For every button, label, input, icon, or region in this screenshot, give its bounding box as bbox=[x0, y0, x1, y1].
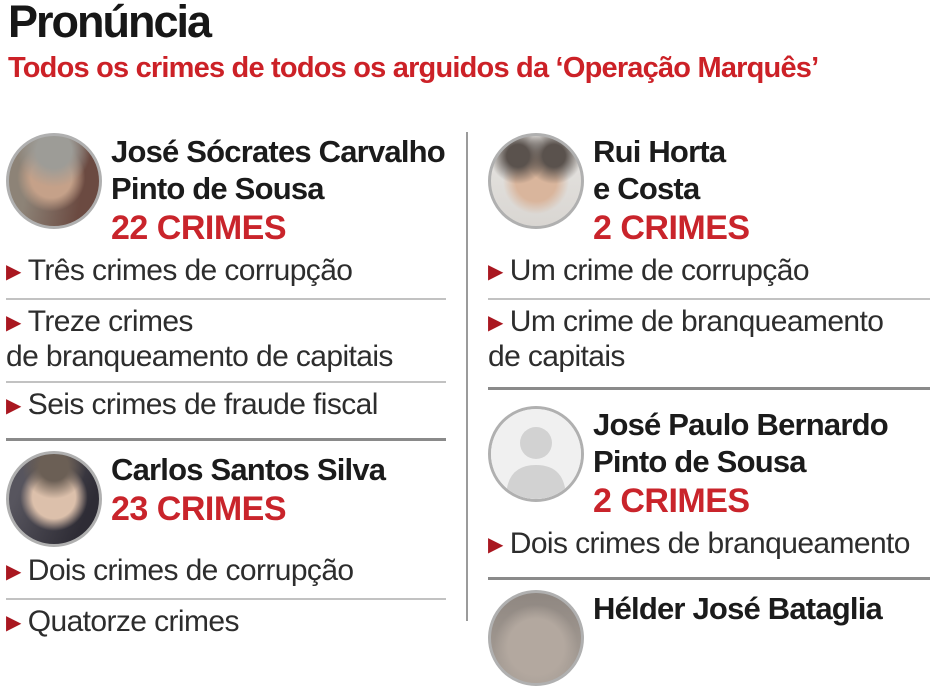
crime-item bbox=[6, 387, 446, 430]
crime-count: 22 CRIMES bbox=[111, 209, 286, 247]
crime-text: Seis crimes de fraude fiscal bbox=[27, 388, 378, 421]
crime-count: 2 CRIMES bbox=[593, 482, 750, 520]
left-column bbox=[6, 126, 446, 647]
crime-separator bbox=[6, 298, 446, 300]
person-name: Hélder José Bataglia bbox=[593, 591, 882, 626]
person-name: Carlos Santos Silva bbox=[111, 452, 386, 487]
entry-header bbox=[488, 590, 930, 686]
column-divider bbox=[466, 132, 468, 621]
entry-header bbox=[488, 133, 930, 247]
infographic-header bbox=[8, 0, 924, 84]
crime-separator bbox=[6, 381, 446, 383]
crime-text: Três crimes de corrupção bbox=[27, 254, 353, 287]
crime-separator bbox=[6, 598, 446, 600]
entry-separator bbox=[6, 438, 446, 441]
entry-header bbox=[6, 451, 446, 547]
crime-separator bbox=[488, 298, 930, 300]
crime-count: 2 CRIMES bbox=[593, 209, 750, 247]
person-name: Rui Horta bbox=[593, 134, 726, 169]
crime-list bbox=[488, 526, 930, 569]
bullet-triangle-icon: ▶ bbox=[6, 395, 21, 417]
crime-item bbox=[6, 253, 446, 296]
right-column bbox=[488, 126, 930, 686]
crime-text: Quatorze crimes bbox=[27, 605, 239, 638]
crime-list bbox=[488, 253, 930, 379]
bullet-triangle-icon: ▶ bbox=[488, 261, 503, 283]
crime-item bbox=[488, 526, 930, 569]
person-name: José Paulo Bernardo bbox=[593, 407, 888, 442]
bullet-triangle-icon: ▶ bbox=[488, 312, 503, 334]
crime-count: 23 CRIMES bbox=[111, 490, 286, 528]
person-name: e Costa bbox=[593, 171, 700, 206]
infographic-body bbox=[0, 126, 932, 638]
person-entry-rui-horta-e-costa bbox=[488, 133, 930, 390]
crime-text: Dois crimes de corrupção bbox=[27, 554, 354, 587]
crime-text: Dois crimes de branqueamento bbox=[509, 527, 910, 560]
bullet-triangle-icon: ▶ bbox=[488, 534, 503, 556]
jose-socrates-photo bbox=[6, 133, 102, 229]
crime-text: Um crime de branqueamento bbox=[509, 305, 884, 338]
person-name: Pinto de Sousa bbox=[593, 444, 806, 479]
person-entry-jose-paulo-bernardo bbox=[488, 406, 930, 580]
entry-header bbox=[488, 406, 930, 520]
person-entry-carlos-santos-silva bbox=[6, 451, 446, 647]
entry-separator bbox=[488, 387, 930, 390]
crime-text: de capitais bbox=[488, 340, 625, 373]
helder-jose-bataglia-photo bbox=[488, 590, 584, 686]
entry-header bbox=[6, 133, 446, 247]
bullet-triangle-icon: ▶ bbox=[6, 612, 21, 634]
crime-text: Um crime de corrupção bbox=[509, 254, 809, 287]
crime-item bbox=[6, 553, 446, 596]
page-subtitle: Todos os crimes de todos os arguidos da ‘Operação Marquês’ bbox=[8, 52, 819, 84]
person-name: Pinto de Sousa bbox=[111, 171, 324, 206]
bullet-triangle-icon: ▶ bbox=[6, 312, 21, 334]
bullet-triangle-icon: ▶ bbox=[6, 261, 21, 283]
crime-item bbox=[6, 604, 446, 647]
crime-text: de branqueamento de capitais bbox=[6, 340, 393, 373]
person-name: José Sócrates Carvalho bbox=[111, 134, 445, 169]
crime-text: Treze crimes bbox=[27, 305, 193, 338]
placeholder-avatar bbox=[488, 406, 584, 502]
crime-item bbox=[488, 304, 930, 379]
person-entry-jose-socrates bbox=[6, 133, 446, 441]
crime-item bbox=[488, 253, 930, 296]
rui-horta-e-costa-photo bbox=[488, 133, 584, 229]
crime-list bbox=[6, 553, 446, 647]
crime-item bbox=[6, 304, 446, 379]
bullet-triangle-icon: ▶ bbox=[6, 561, 21, 583]
crime-list bbox=[6, 253, 446, 430]
person-silhouette-icon bbox=[491, 409, 581, 499]
person-entry-helder-jose-bataglia bbox=[488, 590, 930, 686]
page-title: Pronúncia bbox=[8, 0, 211, 47]
carlos-santos-silva-photo bbox=[6, 451, 102, 547]
entry-separator bbox=[488, 577, 930, 580]
